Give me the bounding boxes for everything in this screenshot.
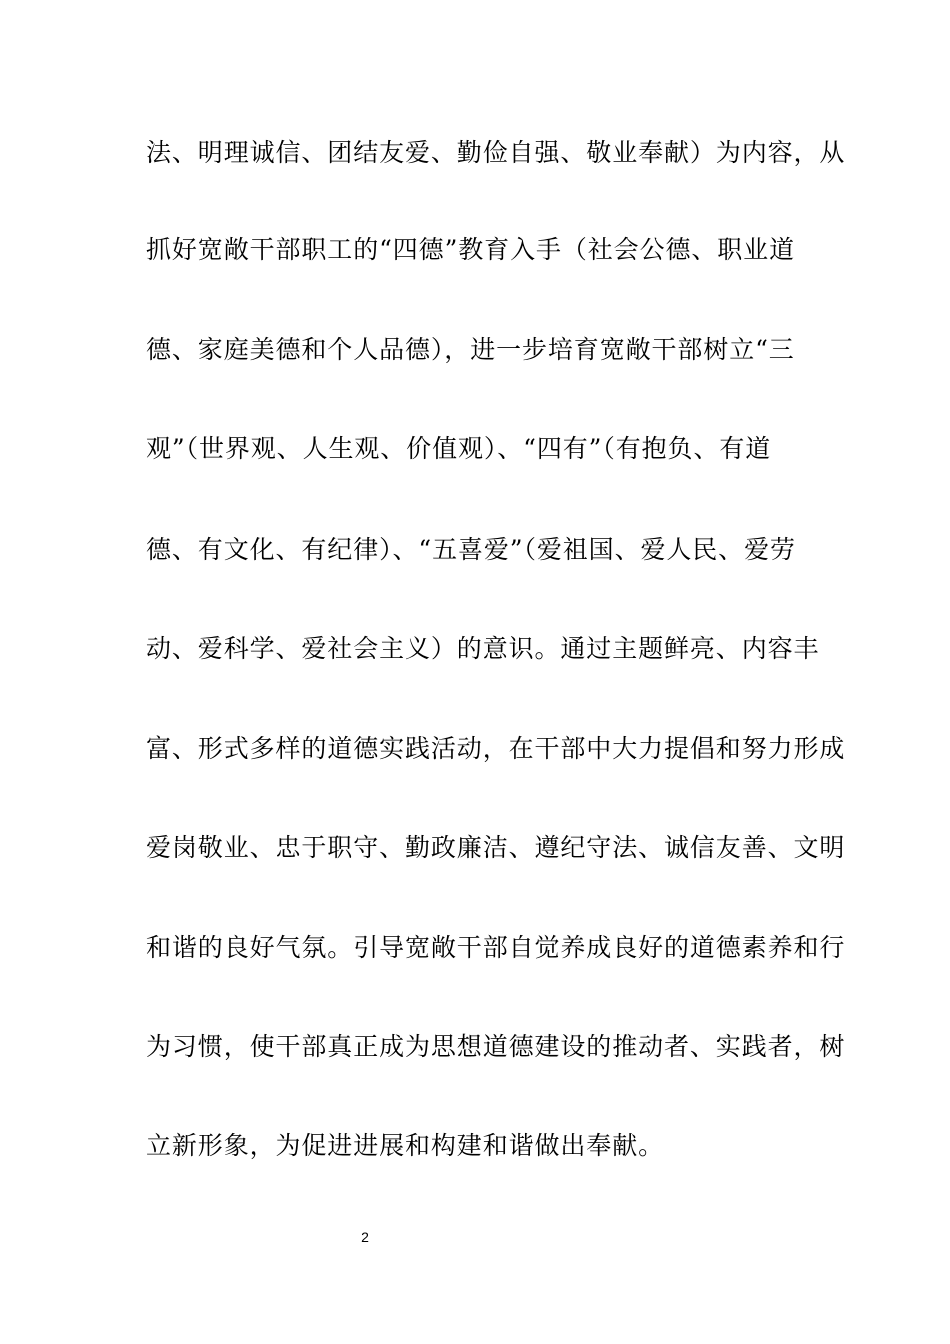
body-text-line: 富、形式多样的道德实践活动，在干部中大力提倡和努力形成 [146,734,846,763]
body-text-line: 观”（世界观、人生观、价值观）、“四有”（有抱负、有道 [146,434,772,463]
body-text-line: 德、家庭美德和个人品德），进一步培育宽敞干部树立“三 [146,335,795,364]
body-text-line: 为习惯，使干部真正成为思想道德建设的推动者、实践者，树 [146,1032,846,1061]
body-text-line: 抓好宽敞干部职工的“四德”教育入手（社会公德、职业道 [146,235,795,264]
body-text-line: 法、明理诚信、团结友爱、勤俭自强、敬业奉献）为内容，从 [146,138,846,167]
body-text-line: 爱岗敬业、忠于职守、勤政廉洁、遵纪守法、诚信友善、文明 [146,833,846,862]
body-text-line: 德、有文化、有纪律）、“五喜爱”（爱祖国、爱人民、爱劳 [146,535,796,564]
body-text-line: 动、爱科学、爱社会主义）的意识。通过主题鲜亮、内容丰 [146,634,820,663]
page-number: 2 [361,1229,369,1245]
body-text-line: 和谐的良好气氛。引导宽敞干部自觉养成良好的道德素养和行 [146,933,846,962]
body-text-line: 立新形象，为促进进展和构建和谐做出奉献。 [146,1131,665,1160]
